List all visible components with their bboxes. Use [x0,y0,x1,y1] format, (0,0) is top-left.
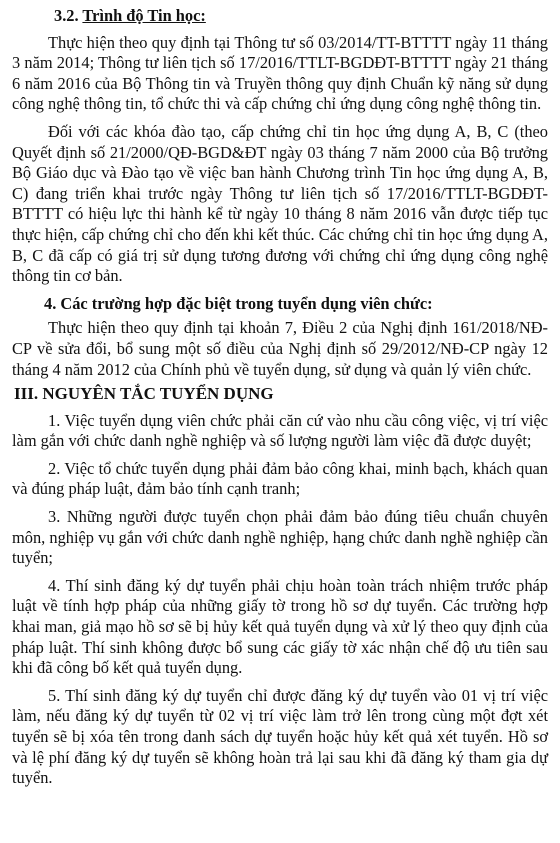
section-3-2-number: 3.2. [54,6,79,25]
section-3-2-paragraph-1: Thực hiện theo quy định tại Thông tư số 03/2014/TT-BTTTT ngày 11 tháng 3 năm 2014; Thông tư liên tịch số 17/2016/TTLT-BGDĐT-BTTTT ngày 21 tháng 6 năm 2016 của Bộ Thông tin và Truyền thông quy định Chuẩn kỹ năng sử dụng công nghệ thông tin, tổ chức thi và cấp chứng chỉ ứng dụng công nghệ thông tin. [12,32,548,114]
section-3-2-paragraph-2: Đối với các khóa đào tạo, cấp chứng chỉ tin học ứng dụng A, B, C (theo Quyết định số 21/2000/QĐ-BGD&ĐT ngày 03 tháng 7 năm 2000 của Bộ trưởng Bộ Giáo dục và Đào tạo về việc ban hành Chương trình Tin học ứng dụng A, B, C) đang triển khai trước ngày Thông tư liên tịch số 17/2016/TTLT-BGDĐT-BTTTT có hiệu lực thi hành kể từ ngày 10 tháng 8 năm 2016 vẫn được tiếp tục thực hiện, cấp chứng chỉ cho đến khi kết thúc. Các chứng chỉ tin học ứng dụng A, B, C đã cấp có giá trị sử dụng tương đương với chứng chỉ ứng dụng công nghệ thông tin cơ bản. [12,121,548,286]
principle-item-3: 3. Những người được tuyển chọn phải đảm bảo đúng tiêu chuẩn chuyên môn, nghiệp vụ gắn với chức danh nghề nghiệp, hạng chức danh nghề nghiệp cần tuyển; [12,507,548,568]
principle-item-1: 1. Việc tuyển dụng viên chức phải căn cứ vào nhu cầu công việc, vị trí việc làm gắn với chức danh nghề nghiệp và số lượng người làm việc đã được duyệt; [12,410,548,451]
section-4-paragraph: Thực hiện theo quy định tại khoản 7, Điều 2 của Nghị định 161/2018/NĐ-CP về sửa đổi, bổ sung một số điều của Nghị định số 29/2012/NĐ-CP ngày 12 tháng 4 năm 2012 của Chính phủ về tuyển dụng, sử dụng và quản lý viên chức. [12,318,548,379]
section-3-2-heading [12,6,548,27]
principle-item-2: 2. Việc tổ chức tuyển dụng phải đảm bảo công khai, minh bạch, khách quan và đúng pháp luật, đảm bảo tính cạnh tranh; [12,458,548,499]
section-III-heading: III. NGUYÊN TẮC TUYỂN DỤNG [14,384,274,404]
principle-item-4: 4. Thí sinh đăng ký dự tuyển phải chịu hoàn toàn trách nhiệm trước pháp luật về tính hợp pháp của những giấy tờ trong hồ sơ dự tuyển. Các trường hợp khai man, giả mạo hồ sơ sẽ bị hủy kết quả tuyển dụng và xử lý theo quy định của pháp luật. Thí sinh không được bổ sung các giấy tờ xác nhận chế độ ưu tiên sau khi đã công bố kết quả tuyển dụng. [12,575,548,678]
section-4-heading: 4. Các trường hợp đặc biệt trong tuyển dụng viên chức: [44,293,433,313]
principle-item-5: 5. Thí sinh đăng ký dự tuyển chỉ được đăng ký dự tuyển vào 01 vị trí việc làm, nếu đăng ký dự tuyển từ 02 vị trí việc làm trở lên trong cùng một đợt xét tuyển sẽ bị xóa tên trong danh sách dự tuyển hoặc hủy kết quả xét tuyển. Hồ sơ và lệ phí đăng ký dự tuyển sẽ không hoàn trả lại sau khi đã đăng ký tham gia dự tuyển. [12,685,548,788]
section-3-2-title: Trình độ Tin học: [82,6,206,25]
